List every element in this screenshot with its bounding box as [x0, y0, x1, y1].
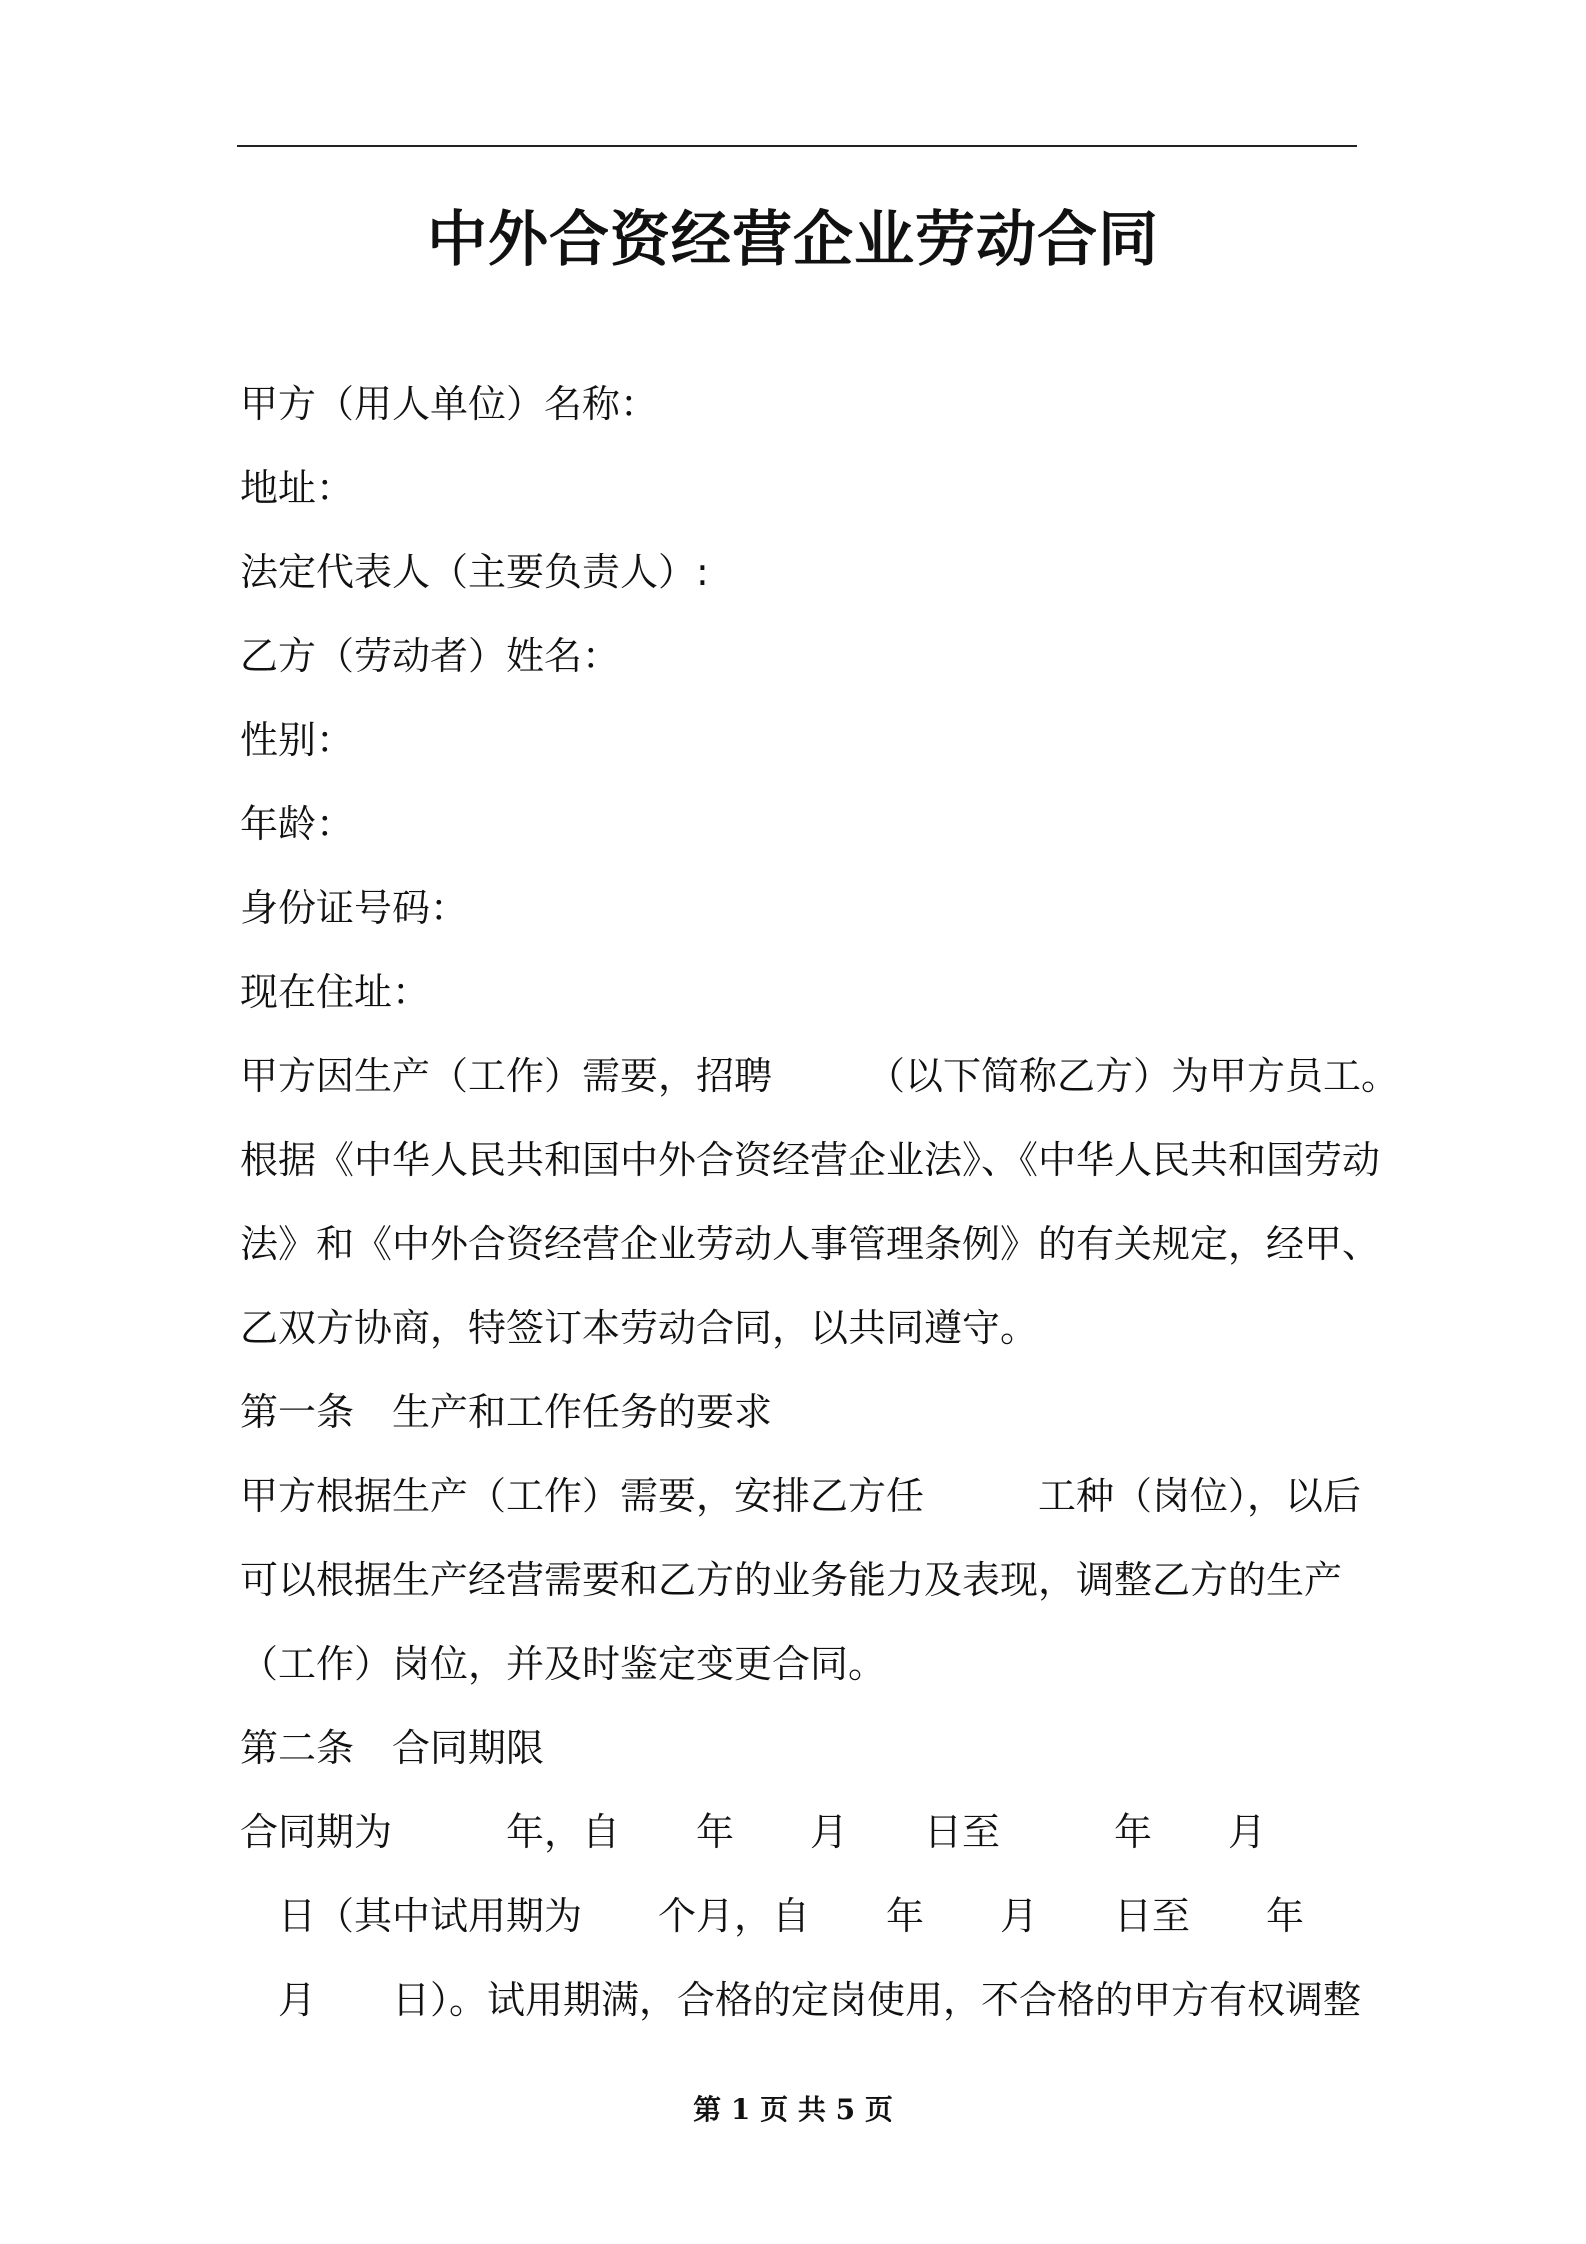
age-line: 年龄：: [240, 802, 355, 846]
paragraph-line: （工作）岗位，并及时鉴定变更合同。: [240, 1642, 887, 1686]
paragraph-line: 乙双方协商，特签订本劳动合同，以共同遵守。: [240, 1306, 1039, 1350]
party-a-name-line: 甲方（用人单位）名称：: [240, 382, 659, 426]
paragraph-line: 法》和《中外合资经营企业劳动人事管理条例》的有关规定，经甲、: [240, 1222, 1381, 1266]
header-rule: [237, 145, 1357, 147]
paragraph-line: 日（其中试用期为 个月，自 年 月 日至 年: [240, 1894, 1305, 1938]
gender-line: 性别：: [240, 718, 355, 762]
paragraph-line: 根据《中华人民共和国中外合资经营企业法》、《中华人民共和国劳动: [240, 1138, 1381, 1182]
paragraph-line: 甲方因生产（工作）需要，招聘 （以下简称乙方）为甲方员工。: [240, 1054, 1400, 1098]
page-number-footer: 第 1 页 共 5 页: [693, 2093, 893, 2126]
id-number-line: 身份证号码：: [240, 886, 469, 930]
legal-representative-line: 法定代表人（主要负责人）:: [240, 550, 709, 594]
paragraph-line: 月 日）。试用期满，合格的定岗使用，不合格的甲方有权调整: [240, 1978, 1362, 2022]
document-title: 中外合资经营企业劳动合同: [427, 205, 1159, 275]
article-heading: 第一条 生产和工作任务的要求: [240, 1390, 773, 1434]
paragraph-line: 合同期为 年，自 年 月 日至 年 月: [240, 1810, 1267, 1854]
article-heading: 第二条 合同期限: [240, 1726, 545, 1770]
paragraph-line: 甲方根据生产（工作）需要，安排乙方任 工种（岗位），以后: [240, 1474, 1362, 1518]
address-line: 地址：: [240, 466, 355, 510]
party-b-name-line: 乙方（劳动者）姓名：: [240, 634, 621, 678]
current-address-line: 现在住址：: [240, 970, 431, 1014]
paragraph-line: 可以根据生产经营需要和乙方的业务能力及表现，调整乙方的生产: [240, 1558, 1343, 1602]
